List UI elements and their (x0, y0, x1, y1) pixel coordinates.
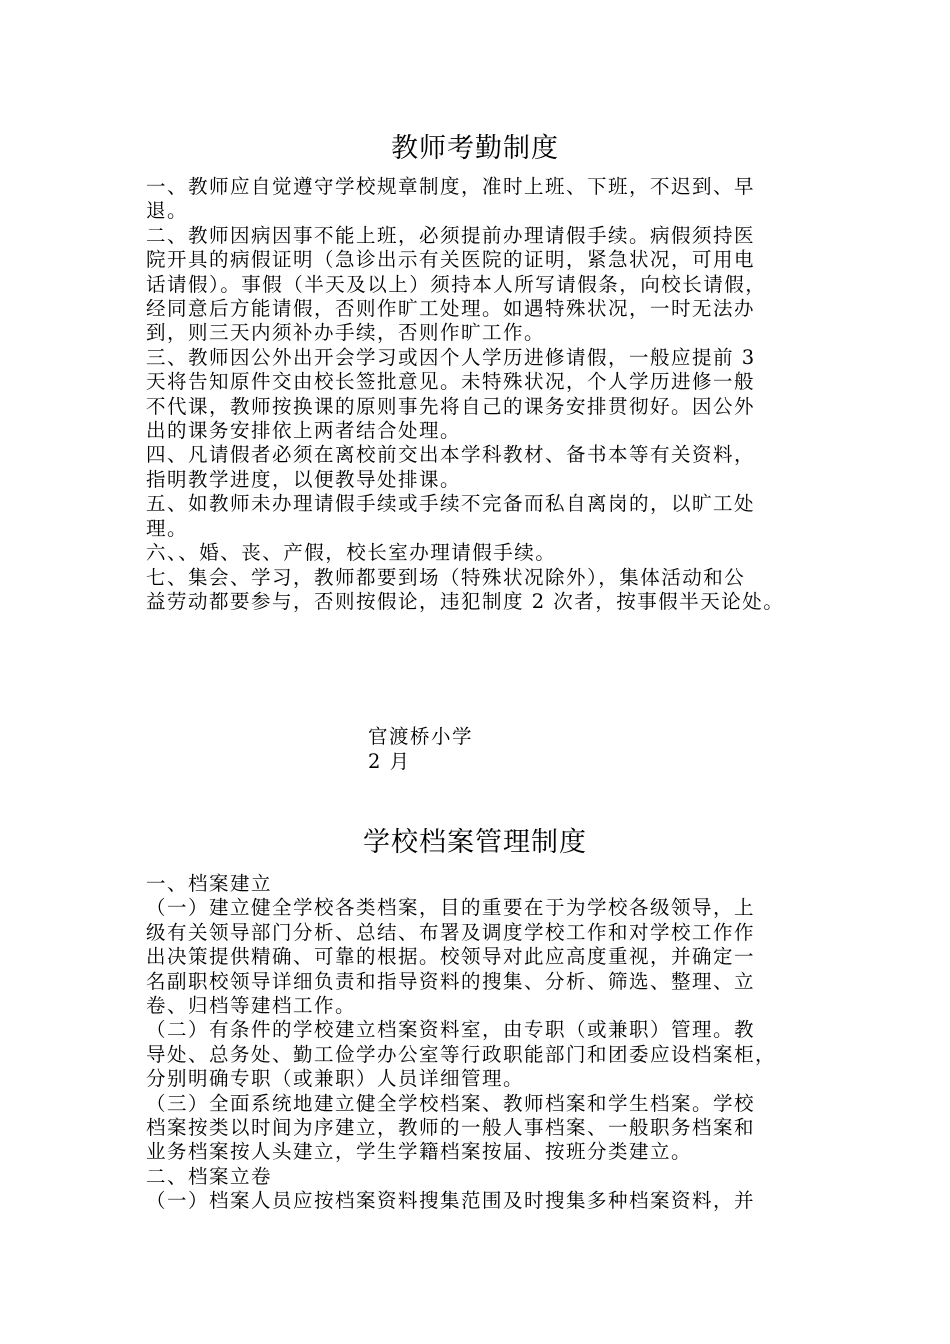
archive-line: （三）全面系统地建立健全学校档案、教师档案和学生档案。学校 (146, 1091, 756, 1115)
archive-line: 出决策提供精确、可靠的根据。校领导对此应高度重视，并确定一 (146, 945, 756, 969)
signature-block (368, 724, 473, 774)
attendance-line: 话请假）。事假（半天及以上）须持本人所写请假条，向校长请假， (146, 272, 767, 296)
attendance-line: 三、教师因公外出开会学习或因个人学历进修请假，一般应提前 3 (146, 345, 756, 369)
attendance-line: 天将告知原件交由校长签批意见。未特殊状况，个人学历进修一般 (146, 370, 756, 394)
attendance-line: 不代课，教师按换课的原则事先将自己的课务安排贯彻好。因公外 (146, 394, 756, 418)
attendance-line: 七、集会、学习，教师都要到场（特殊状况除外），集体活动和公 (146, 565, 746, 589)
archive-line: 档案按类以时间为序建立，教师的一般人事档案、一般职务档案和 (146, 1116, 756, 1140)
archive-line: 卷、归档等建档工作。 (146, 994, 357, 1018)
signature-school: 官渡桥小学 (368, 725, 474, 748)
attendance-policy-title: 教师考勤制度 (391, 133, 559, 164)
attendance-line: 到，则三天内须补办手续，否则作旷工作。 (146, 321, 546, 345)
attendance-policy-body (146, 175, 826, 614)
attendance-line: 二、教师因病因事不能上班，必须提前办理请假手续。病假须持医 (146, 223, 756, 247)
attendance-line: 经同意后方能请假，否则作旷工处理。如遇特殊状况，一时无法办 (146, 297, 756, 321)
attendance-line: 院开具的病假证明（急诊出示有关医院的证明，紧急状况，可用电 (146, 248, 756, 272)
attendance-line: 一、教师应自觉遵守学校规章制度，准时上班、下班，不迟到、早 (146, 175, 756, 198)
archive-line: 二、档案立卷 (146, 1164, 273, 1188)
archive-line: （二）有条件的学校建立档案资料室，由专职（或兼职）管理。教 (146, 1018, 756, 1042)
signature-date: 2 月 (368, 750, 411, 773)
archive-policy-body (146, 872, 826, 1214)
attendance-line: 退。 (146, 199, 189, 223)
attendance-line: 指明教学进度，以便教导处排课。 (146, 467, 462, 491)
archive-policy-title: 学校档案管理制度 (363, 827, 587, 858)
archive-line: 导处、总务处、勤工俭学办公室等行政职能部门和团委应设档案柜， (146, 1042, 777, 1066)
archive-line: （一）建立健全学校各类档案，目的重要在于为学校各级领导，上 (146, 896, 756, 920)
archive-line: 一、档案建立 (146, 872, 273, 895)
attendance-line: 益劳动都要参与，否则按假论，违犯制度 2 次者，按事假半天论处。 (146, 589, 785, 613)
archive-line: 级有关领导部门分析、总结、布署及调度学校工作和对学校工作作 (146, 920, 756, 944)
attendance-line: 四、凡请假者必须在离校前交出本学科教材、备书本等有关资料， (146, 443, 756, 467)
attendance-line: 出的课务安排依上两者结合处理。 (146, 419, 462, 443)
attendance-line: 五、如教师未办理请假手续或手续不完备而私自离岗的，以旷工处 (146, 492, 756, 516)
attendance-line: 理。 (146, 516, 189, 540)
archive-line: （一）档案人员应按档案资料搜集范围及时搜集多种档案资料，并 (146, 1189, 756, 1213)
archive-line: 名副职校领导详细负责和指导资料的搜集、分析、筛选、整理、立 (146, 969, 756, 993)
attendance-line: 六、、婚、丧、产假，校长室办理请假手续。 (146, 541, 557, 565)
archive-line: 业务档案按人头建立，学生学籍档案按届、按班分类建立。 (146, 1140, 693, 1164)
archive-line: 分别明确专职（或兼职）人员详细管理。 (146, 1067, 525, 1091)
